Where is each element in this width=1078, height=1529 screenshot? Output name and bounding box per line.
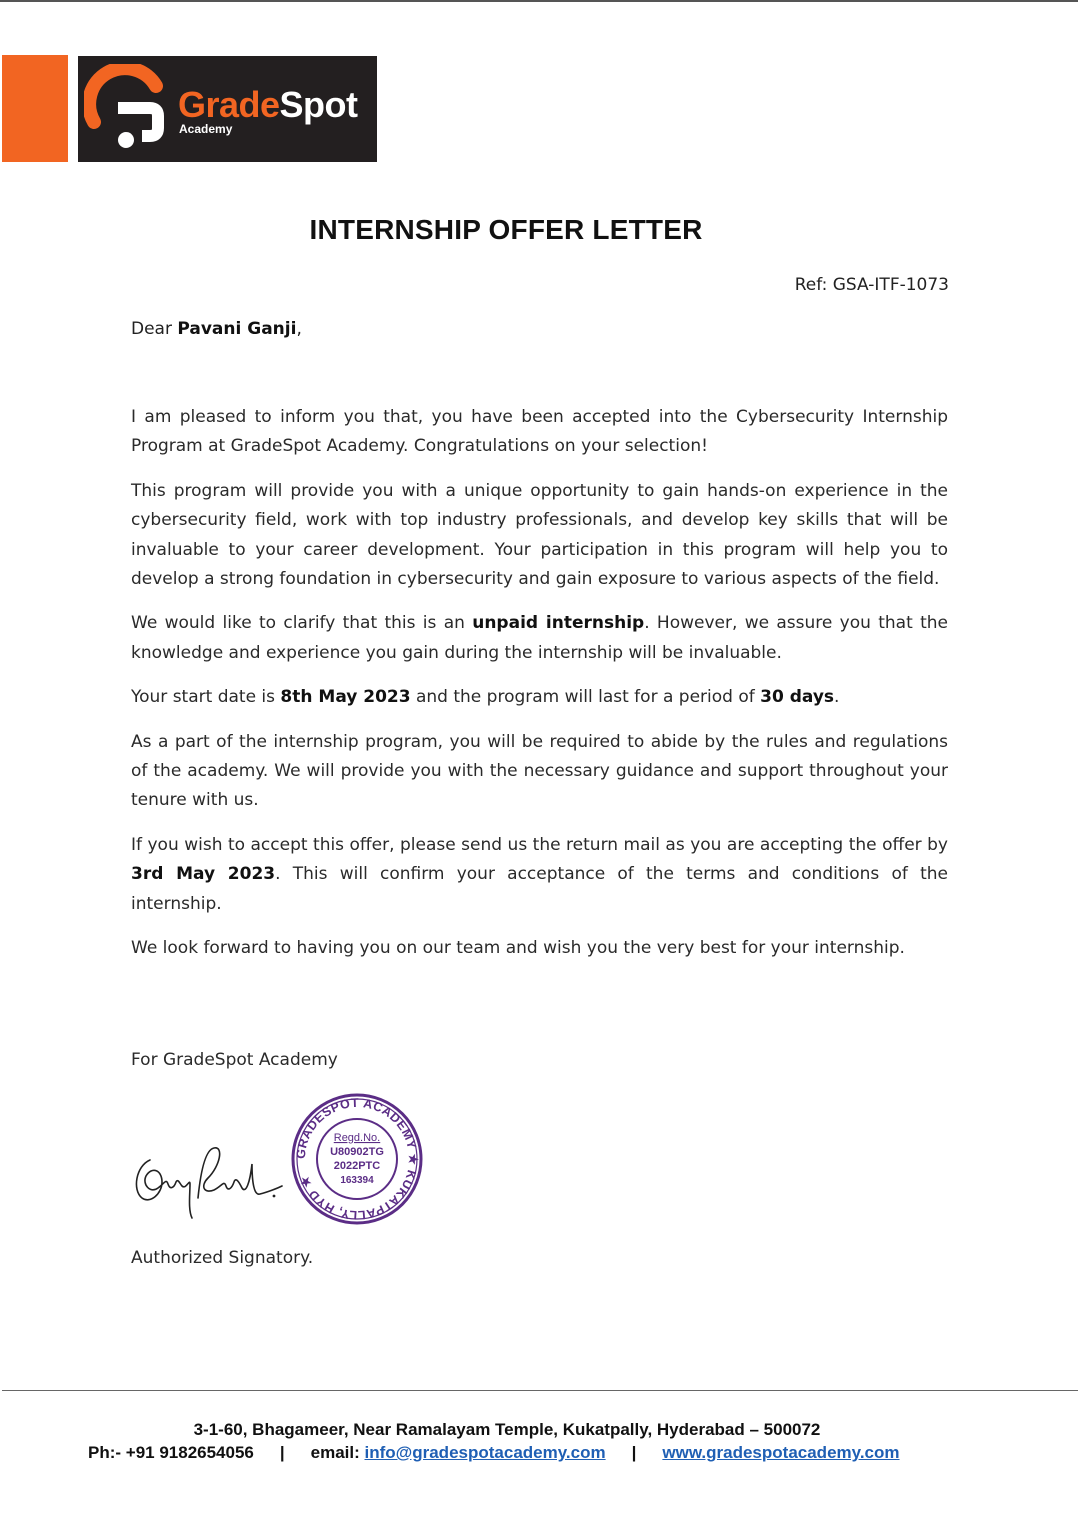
logo-wordmark-spot: Spot [279, 84, 358, 125]
paragraph-acceptance: I am pleased to inform you that, you have been accepted into the Cybersecurity Internship Program at GradeSpot Academy. Congratulations on your selection! [131, 407, 948, 457]
paragraph-rules: As a part of the internship program, you will be required to abide by the rules and regulations of the academy. We will provide you with the necessary guidance and support throughout your tenure with us. [131, 731, 948, 811]
paragraph-unpaid: We would like to clarify that this is an unpaid internship. However, we assure you that the knowledge and experience you gain during the internship will be invaluable. [131, 613, 948, 663]
deadline-date: 3rd May 2023 [131, 864, 276, 885]
footer-website-link[interactable]: www.gradespotacademy.com [662, 1443, 900, 1462]
paragraph-dates: Your start date is 8th May 2023 and the program will last for a period of 30 days. [131, 687, 840, 708]
seal-regd-line4: 163394 [340, 1175, 374, 1186]
logo-subtitle: Academy [179, 122, 233, 136]
footer-separator: | [631, 1443, 637, 1462]
duration: 30 days [760, 687, 835, 708]
paragraph-closing: We look forward to having you on our team and wish you the very best for your internship. [131, 938, 905, 959]
logo-wordmark-grade: Grade [178, 84, 280, 125]
company-seal [290, 1092, 424, 1226]
handwritten-signature [128, 1138, 288, 1220]
reference-number: Ref: GSA-ITF-1073 [794, 275, 949, 295]
for-company-line: For GradeSpot Academy [131, 1050, 338, 1070]
seal-regd-line2: U80902TG [330, 1146, 384, 1158]
authorized-signatory: Authorized Signatory. [131, 1248, 314, 1268]
footer-contact [88, 1443, 900, 1463]
footer-separator: | [279, 1443, 285, 1462]
salutation-comma: , [296, 319, 302, 339]
footer-email-label: email: [310, 1443, 365, 1462]
orange-accent-block [2, 55, 68, 162]
paragraph-program: This program will provide you with a unique opportunity to gain hands-on experience in the cybersecurity field, work with top industry professionals, and develop key skills that will be invaluable to your career development. Your participation in this program will help you to develop a strong foundation in cybersecurity and gain exposure to various aspects of the field. [131, 480, 948, 590]
letter-body [131, 403, 948, 979]
logo-wordmark [178, 84, 358, 126]
recipient-name: Pavani Ganji [177, 319, 297, 339]
start-date: 8th May 2023 [280, 687, 411, 708]
footer-phone: Ph:- +91 9182654056 [88, 1443, 254, 1462]
seal-regd-line3: 2022PTC [333, 1160, 381, 1172]
seal-ring-text: GRADESPOT ACADEMY ★ KUKATPALLY, HYD ★ [293, 1095, 421, 1223]
unpaid-emphasis: unpaid internship [472, 613, 645, 634]
top-border-line [0, 0, 1078, 2]
gradespot-logo-icon [84, 64, 174, 154]
footer-email-link[interactable]: info@gradespotacademy.com [364, 1443, 606, 1462]
salutation [131, 319, 302, 339]
gradespot-logo [78, 56, 377, 162]
footer-divider [2, 1390, 1078, 1391]
footer-address: 3-1-60, Bhagameer, Near Ramalayam Temple, Kukatpally, Hyderabad – 500072 [193, 1420, 821, 1439]
letter-title: INTERNSHIP OFFER LETTER [309, 214, 703, 245]
salutation-word: Dear [131, 319, 172, 339]
paragraph-deadline: If you wish to accept this offer, please send us the return mail as you are accepting the offer by 3rd May 2023. This will confirm your acceptance of the terms and conditions of the internship. [131, 834, 948, 914]
seal-regd-label: Regd.No. [333, 1132, 381, 1144]
